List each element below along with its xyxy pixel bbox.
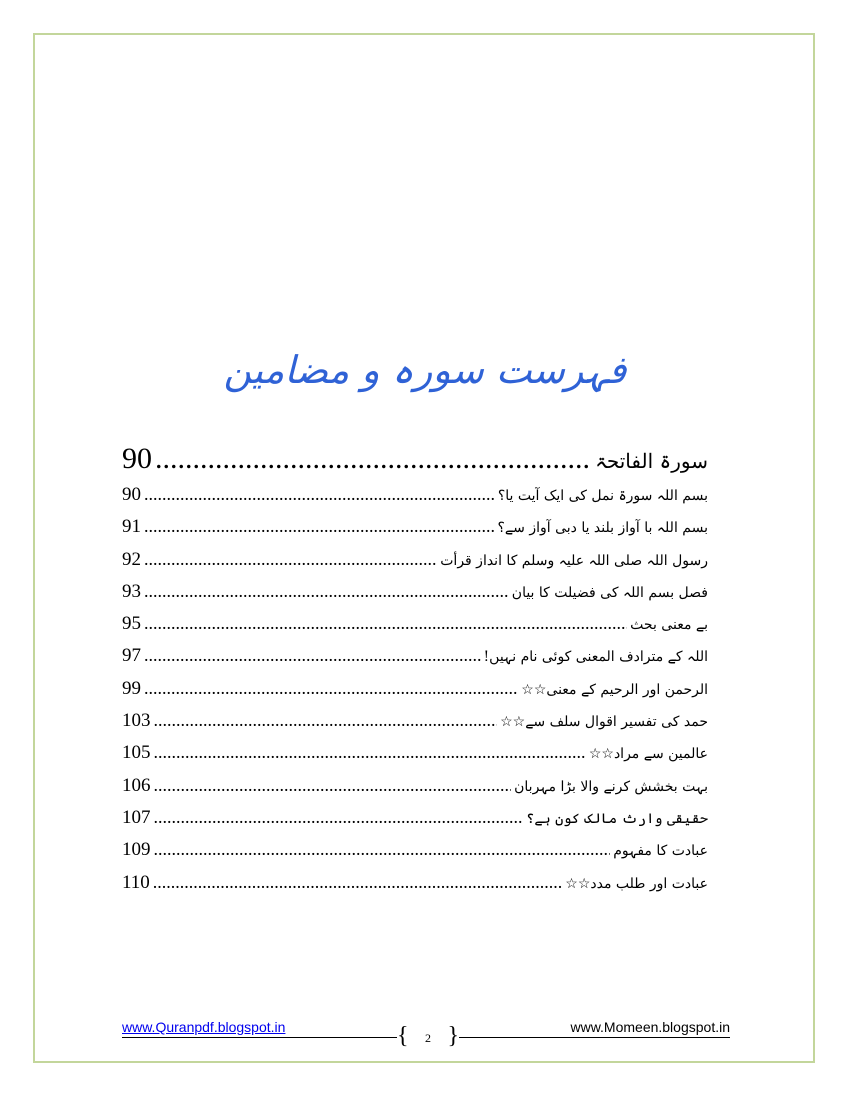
toc-entry[interactable] [122, 807, 708, 839]
quranpdf-link[interactable]: www.Quranpdf.blogspot.in [122, 1019, 286, 1035]
toc-entry[interactable] [122, 581, 708, 613]
toc-entry-title: عبادت کا مفہوم [613, 843, 708, 860]
toc-entry-title: بہت بخشش کرنے والا بڑا مہربان [514, 778, 708, 795]
toc-entry[interactable] [122, 645, 708, 677]
dot-leader [154, 710, 498, 731]
toc-entry-title: بے معنی بحث [630, 617, 708, 634]
table-of-contents [122, 442, 708, 904]
toc-entry-page: 90 [122, 484, 141, 505]
dot-leader [144, 678, 518, 699]
toc-entry-title: عالمین سے مراد☆☆ [588, 746, 708, 763]
momeen-site-text: www.Momeen.blogspot.in [570, 1019, 730, 1035]
toc-entry-title: بسم اللہ با آواز بلند یا دبی آواز سے؟ [497, 520, 708, 537]
page-title: فہرست سورہ و مضامین [223, 348, 627, 392]
toc-entry-title: عبادت اور طلب مدد☆☆ [565, 875, 708, 892]
toc-entry-page: 105 [122, 742, 151, 764]
toc-entry-page: 110 [122, 871, 150, 893]
dot-leader [155, 442, 592, 476]
toc-entry-title: اللہ کے مترادف المعنی کوئی نام نہیں! [483, 649, 708, 666]
dot-leader [144, 516, 495, 537]
dot-leader [154, 839, 611, 860]
toc-entry-page: 107 [122, 806, 151, 828]
toc-entry-title: حمد کی تفسیر اقوال سلف سے☆☆ [500, 714, 708, 731]
toc-entry-page: 99 [122, 677, 141, 699]
toc-entry[interactable] [122, 742, 708, 774]
toc-entry[interactable] [122, 516, 708, 548]
toc-entry[interactable] [122, 678, 708, 710]
toc-entry-title: الرحمن اور الرحیم کے معنی☆☆ [521, 681, 708, 698]
toc-entry[interactable] [122, 549, 708, 581]
toc-entry-title: رسول اللہ صلی اللہ علیہ وسلم کا انداز قرأت [440, 552, 708, 569]
toc-entry-title: فصل بسم اللہ کی فضیلت کا بیان [511, 584, 708, 601]
toc-entry[interactable] [122, 775, 708, 807]
dot-leader [154, 742, 586, 763]
toc-heading-page: 90 [122, 442, 152, 475]
toc-entry[interactable] [122, 872, 708, 904]
page-number-badge: { 2 } [397, 1024, 459, 1052]
toc-entry-page: 95 [122, 613, 141, 635]
toc-entry-page: 103 [122, 710, 151, 732]
toc-entry-page: 93 [122, 580, 141, 602]
dot-leader [154, 807, 524, 828]
toc-entry-page: 109 [122, 839, 151, 861]
page-footer [122, 1012, 730, 1052]
dot-leader [154, 775, 512, 796]
dot-leader [144, 645, 481, 666]
toc-entry[interactable] [122, 839, 708, 871]
toc-entry[interactable] [122, 484, 708, 516]
dot-leader [144, 549, 437, 570]
toc-heading-row [122, 442, 708, 484]
toc-entry[interactable] [122, 710, 708, 742]
toc-heading-title: سورۃ الفاتحۃ [595, 449, 708, 473]
toc-entry-page: 97 [122, 645, 141, 667]
dot-leader [153, 872, 562, 893]
toc-entry-title: حقیقی وارث مالک کون ہے؟ [526, 810, 708, 827]
toc-entry[interactable] [122, 613, 708, 645]
toc-entry-page: 91 [122, 516, 141, 538]
toc-entry-page: 92 [122, 548, 141, 570]
toc-entry-title: بسم اللہ سورۃ نمل کی ایک آیت یا؟ [497, 488, 708, 504]
toc-entry-page: 106 [122, 774, 151, 796]
dot-leader [144, 484, 495, 505]
dot-leader [144, 581, 509, 602]
dot-leader [144, 613, 627, 634]
